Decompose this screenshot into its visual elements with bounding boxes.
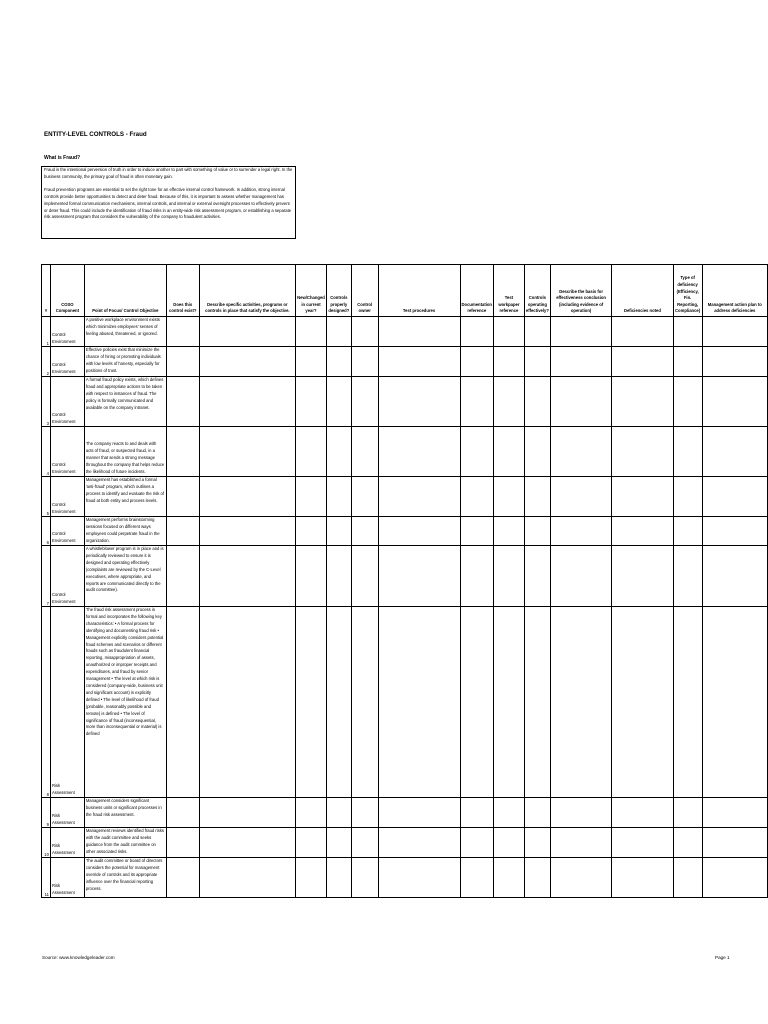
cell-owner[interactable] bbox=[351, 317, 378, 347]
cell-plan[interactable] bbox=[702, 828, 767, 858]
cell-owner[interactable] bbox=[351, 607, 378, 798]
row-objective: Effective policies exist that minimize the chance of hiring or promoting individuals with low levels of honesty, especially for positions of trust. bbox=[84, 347, 166, 377]
cell-describe[interactable] bbox=[199, 798, 296, 828]
cell-describe[interactable] bbox=[199, 377, 296, 427]
cell-workpaper[interactable] bbox=[494, 546, 525, 607]
cell-deficiencies[interactable] bbox=[612, 477, 673, 517]
cell-plan[interactable] bbox=[702, 317, 767, 347]
cell-operating[interactable] bbox=[524, 607, 550, 798]
cell-operating[interactable] bbox=[524, 858, 550, 898]
row-objective: Management performs brainstorming sessions focused on different ways employees could perpetrate fraud in the organization. bbox=[84, 517, 166, 546]
cell-deficiencies[interactable] bbox=[612, 546, 673, 607]
cell-type[interactable] bbox=[673, 377, 702, 427]
cell-new[interactable] bbox=[296, 477, 327, 517]
cell-owner[interactable] bbox=[351, 347, 378, 377]
controls-table bbox=[41, 264, 768, 898]
cell-deficiencies[interactable] bbox=[612, 798, 673, 828]
cell-new[interactable] bbox=[296, 798, 327, 828]
cell-exist[interactable] bbox=[166, 546, 199, 607]
cell-owner[interactable] bbox=[351, 517, 378, 546]
cell-exist[interactable] bbox=[166, 317, 199, 347]
header-new: New/Changed in current year? bbox=[296, 265, 327, 317]
cell-procedures[interactable] bbox=[378, 828, 460, 858]
cell-procedures[interactable] bbox=[378, 477, 460, 517]
header-operating: Controls operating effectively? bbox=[524, 265, 550, 317]
cell-procedures[interactable] bbox=[378, 347, 460, 377]
intro-paragraph-1: Fraud is the intentional perversion of truth in order to induce another to part with something of value or to surrender a legal right. In the business community, the primary goal of fraud is often monetary gain. bbox=[44, 167, 293, 179]
header-num: # bbox=[42, 265, 51, 317]
cell-procedures[interactable] bbox=[378, 517, 460, 546]
cell-basis[interactable] bbox=[550, 377, 611, 427]
cell-designed[interactable] bbox=[326, 517, 351, 546]
cell-designed[interactable] bbox=[326, 347, 351, 377]
cell-docref[interactable] bbox=[460, 317, 493, 347]
table-row bbox=[42, 347, 768, 377]
cell-new[interactable] bbox=[296, 377, 327, 427]
cell-plan[interactable] bbox=[702, 607, 767, 798]
cell-type[interactable] bbox=[673, 828, 702, 858]
cell-basis[interactable] bbox=[550, 317, 611, 347]
cell-type[interactable] bbox=[673, 427, 702, 477]
row-component: Control Environment bbox=[50, 546, 84, 607]
cell-operating[interactable] bbox=[524, 377, 550, 427]
cell-plan[interactable] bbox=[702, 427, 767, 477]
cell-procedures[interactable] bbox=[378, 317, 460, 347]
cell-exist[interactable] bbox=[166, 377, 199, 427]
row-number: 9 bbox=[42, 798, 51, 828]
row-number: 8 bbox=[42, 607, 51, 798]
row-component: Control Environment bbox=[50, 317, 84, 347]
cell-exist[interactable] bbox=[166, 607, 199, 798]
cell-docref[interactable] bbox=[460, 377, 493, 427]
cell-plan[interactable] bbox=[702, 546, 767, 607]
header-workpaper: Test workpaper reference bbox=[494, 265, 525, 317]
row-number: 7 bbox=[42, 546, 51, 607]
cell-workpaper[interactable] bbox=[494, 607, 525, 798]
row-objective: The audit committee or board of directors considers the potential for management override of controls and its appropriate influence over the financial reporting process. bbox=[84, 858, 166, 898]
cell-docref[interactable] bbox=[460, 477, 493, 517]
row-component: Risk Assessment bbox=[50, 828, 84, 858]
cell-plan[interactable] bbox=[702, 517, 767, 546]
cell-operating[interactable] bbox=[524, 546, 550, 607]
footer-source: Source: www.knowledgeleader.com bbox=[42, 955, 115, 960]
cell-owner[interactable] bbox=[351, 477, 378, 517]
table-row bbox=[42, 317, 768, 347]
cell-new[interactable] bbox=[296, 828, 327, 858]
header-docref: Documentation reference bbox=[460, 265, 493, 317]
cell-new[interactable] bbox=[296, 546, 327, 607]
table-row bbox=[42, 517, 768, 546]
cell-designed[interactable] bbox=[326, 317, 351, 347]
cell-designed[interactable] bbox=[326, 798, 351, 828]
cell-procedures[interactable] bbox=[378, 858, 460, 898]
cell-type[interactable] bbox=[673, 347, 702, 377]
row-number: 5 bbox=[42, 477, 51, 517]
row-objective: A whistleblower program is in place and is periodically reviewed to ensure it is designed and operating effectively (complaints are reviewed by the C-Level executives, where appropriate, and reports are communicated directly to the audit committee). bbox=[84, 546, 166, 607]
cell-operating[interactable] bbox=[524, 427, 550, 477]
cell-exist[interactable] bbox=[166, 828, 199, 858]
cell-describe[interactable] bbox=[199, 858, 296, 898]
header-basis: Describe the basis for effectiveness conclusion (including evidence of operation) bbox=[550, 265, 611, 317]
cell-operating[interactable] bbox=[524, 477, 550, 517]
cell-basis[interactable] bbox=[550, 517, 611, 546]
cell-basis[interactable] bbox=[550, 858, 611, 898]
intro-box bbox=[41, 166, 296, 239]
header-owner: Control owner bbox=[351, 265, 378, 317]
cell-docref[interactable] bbox=[460, 798, 493, 828]
cell-owner[interactable] bbox=[351, 858, 378, 898]
cell-procedures[interactable] bbox=[378, 607, 460, 798]
cell-docref[interactable] bbox=[460, 347, 493, 377]
cell-type[interactable] bbox=[673, 517, 702, 546]
cell-owner[interactable] bbox=[351, 828, 378, 858]
cell-describe[interactable] bbox=[199, 828, 296, 858]
cell-operating[interactable] bbox=[524, 798, 550, 828]
cell-basis[interactable] bbox=[550, 828, 611, 858]
header-plan: Management action plan to address deficiencies bbox=[702, 265, 767, 317]
cell-workpaper[interactable] bbox=[494, 517, 525, 546]
cell-designed[interactable] bbox=[326, 828, 351, 858]
cell-exist[interactable] bbox=[166, 858, 199, 898]
cell-exist[interactable] bbox=[166, 517, 199, 546]
row-objective: The fraud risk assessment process is formal and incorporates the following key characteristics: • A formal process for identifying and documenting fraud risk • Management explicitly considers potential fraud schemes and scenarios or different frauds such as fraudulent financial reporting, misappropriation of assets, unauthorized or improper receipts and expenditures, and fraud by senior management • The level at which risk is considered (company-wide, business unit and significant account) is explicitly defined • The level of likelihood of fraud (probable, reasonably possible and remote) is defined • The level of significance of fraud (inconsequential, more than inconsequential or material) is defined bbox=[84, 607, 166, 798]
cell-plan[interactable] bbox=[702, 347, 767, 377]
row-objective: The company reacts to and deals with acts of fraud, or suspected fraud, in a manner that sends a strong message throughout the company that helps reduce the likelihood of future incidents. bbox=[84, 427, 166, 477]
cell-workpaper[interactable] bbox=[494, 427, 525, 477]
cell-plan[interactable] bbox=[702, 858, 767, 898]
table-row bbox=[42, 858, 768, 898]
cell-docref[interactable] bbox=[460, 828, 493, 858]
cell-workpaper[interactable] bbox=[494, 828, 525, 858]
row-component: Risk Assessment bbox=[50, 858, 84, 898]
cell-deficiencies[interactable] bbox=[612, 347, 673, 377]
header-deficiencies: Deficiencies noted bbox=[612, 265, 673, 317]
header-component: COSO Component bbox=[50, 265, 84, 317]
cell-workpaper[interactable] bbox=[494, 347, 525, 377]
cell-new[interactable] bbox=[296, 858, 327, 898]
cell-basis[interactable] bbox=[550, 477, 611, 517]
cell-deficiencies[interactable] bbox=[612, 858, 673, 898]
table-row bbox=[42, 798, 768, 828]
cell-designed[interactable] bbox=[326, 427, 351, 477]
cell-procedures[interactable] bbox=[378, 546, 460, 607]
cell-type[interactable] bbox=[673, 858, 702, 898]
header-exist: Does this control exist? bbox=[166, 265, 199, 317]
cell-describe[interactable] bbox=[199, 607, 296, 798]
table-row bbox=[42, 607, 768, 798]
cell-workpaper[interactable] bbox=[494, 317, 525, 347]
cell-describe[interactable] bbox=[199, 427, 296, 477]
cell-basis[interactable] bbox=[550, 427, 611, 477]
cell-owner[interactable] bbox=[351, 377, 378, 427]
header-row bbox=[42, 265, 768, 317]
row-component: Risk Assessment bbox=[50, 798, 84, 828]
table-row bbox=[42, 546, 768, 607]
row-number: 4 bbox=[42, 427, 51, 477]
cell-designed[interactable] bbox=[326, 607, 351, 798]
cell-operating[interactable] bbox=[524, 828, 550, 858]
cell-exist[interactable] bbox=[166, 798, 199, 828]
cell-designed[interactable] bbox=[326, 546, 351, 607]
cell-owner[interactable] bbox=[351, 798, 378, 828]
cell-type[interactable] bbox=[673, 546, 702, 607]
row-number: 1 bbox=[42, 317, 51, 347]
cell-deficiencies[interactable] bbox=[612, 517, 673, 546]
cell-basis[interactable] bbox=[550, 607, 611, 798]
cell-deficiencies[interactable] bbox=[612, 377, 673, 427]
row-component: Risk Assessment bbox=[50, 607, 84, 798]
cell-operating[interactable] bbox=[524, 317, 550, 347]
cell-deficiencies[interactable] bbox=[612, 607, 673, 798]
cell-workpaper[interactable] bbox=[494, 858, 525, 898]
cell-workpaper[interactable] bbox=[494, 477, 525, 517]
cell-basis[interactable] bbox=[550, 546, 611, 607]
row-number: 11 bbox=[42, 858, 51, 898]
header-type: Type of deficiency (Efficiency, Fin. Reporting, Compliance) bbox=[673, 265, 702, 317]
table-row bbox=[42, 377, 768, 427]
row-component: Control Environment bbox=[50, 347, 84, 377]
cell-new[interactable] bbox=[296, 347, 327, 377]
row-component: Control Environment bbox=[50, 427, 84, 477]
cell-new[interactable] bbox=[296, 517, 327, 546]
row-objective: Management has established a formal 'anti-fraud' program, which outlines a process to identify and evaluate the risk of fraud at both entity and process levels. bbox=[84, 477, 166, 517]
row-objective: A positive workplace environment exists which minimizes employees' senses of feeling abused, threatened, or ignored. bbox=[84, 317, 166, 347]
cell-docref[interactable] bbox=[460, 427, 493, 477]
row-objective: Management considers significant business units or significant processes in the fraud risk assessment. bbox=[84, 798, 166, 828]
cell-docref[interactable] bbox=[460, 607, 493, 798]
cell-procedures[interactable] bbox=[378, 377, 460, 427]
cell-designed[interactable] bbox=[326, 377, 351, 427]
cell-type[interactable] bbox=[673, 798, 702, 828]
cell-plan[interactable] bbox=[702, 477, 767, 517]
cell-type[interactable] bbox=[673, 607, 702, 798]
cell-owner[interactable] bbox=[351, 427, 378, 477]
cell-exist[interactable] bbox=[166, 427, 199, 477]
cell-new[interactable] bbox=[296, 607, 327, 798]
cell-type[interactable] bbox=[673, 477, 702, 517]
cell-exist[interactable] bbox=[166, 347, 199, 377]
cell-procedures[interactable] bbox=[378, 427, 460, 477]
intro-paragraph-2: Fraud prevention programs are essential to set the right tone for an effective internal control framework. In addition, strong internal controls provide better opportunities to detect and deter fraud. Because of this, it is important to assess whether management has implemented formal communication mechanisms, internal controls, and internal or external oversight processes to effectively prevent or deter fraud. This could include the identification of fraud risks in an entity-wide risk assessment program, or establishing a separate risk assessment program that considers the vulnerability of the company to fraudulent activities. bbox=[44, 186, 292, 220]
what-is-fraud-heading: What is Fraud? bbox=[44, 155, 81, 161]
cell-owner[interactable] bbox=[351, 546, 378, 607]
cell-operating[interactable] bbox=[524, 517, 550, 546]
table-row bbox=[42, 828, 768, 858]
table-row bbox=[42, 477, 768, 517]
cell-docref[interactable] bbox=[460, 517, 493, 546]
cell-plan[interactable] bbox=[702, 377, 767, 427]
cell-docref[interactable] bbox=[460, 546, 493, 607]
cell-deficiencies[interactable] bbox=[612, 828, 673, 858]
cell-deficiencies[interactable] bbox=[612, 427, 673, 477]
cell-describe[interactable] bbox=[199, 477, 296, 517]
cell-docref[interactable] bbox=[460, 858, 493, 898]
page-title: ENTITY-LEVEL CONTROLS - Fraud bbox=[44, 131, 147, 138]
cell-procedures[interactable] bbox=[378, 798, 460, 828]
table-row bbox=[42, 427, 768, 477]
header-procedures: Test procedures bbox=[378, 265, 460, 317]
cell-designed[interactable] bbox=[326, 477, 351, 517]
cell-type[interactable] bbox=[673, 317, 702, 347]
cell-workpaper[interactable] bbox=[494, 377, 525, 427]
cell-exist[interactable] bbox=[166, 477, 199, 517]
cell-workpaper[interactable] bbox=[494, 798, 525, 828]
cell-new[interactable] bbox=[296, 317, 327, 347]
cell-operating[interactable] bbox=[524, 347, 550, 377]
cell-describe[interactable] bbox=[199, 546, 296, 607]
row-number: 10 bbox=[42, 828, 51, 858]
cell-new[interactable] bbox=[296, 427, 327, 477]
row-number: 2 bbox=[42, 347, 51, 377]
row-number: 3 bbox=[42, 377, 51, 427]
cell-deficiencies[interactable] bbox=[612, 317, 673, 347]
header-objective: Point of Focus/ Control Objective bbox=[84, 265, 166, 317]
row-component: Control Environment bbox=[50, 477, 84, 517]
header-describe: Describe specific activities, programs or controls in place that satisfy the objective. bbox=[199, 265, 296, 317]
row-component: Control Environment bbox=[50, 517, 84, 546]
cell-describe[interactable] bbox=[199, 317, 296, 347]
header-designed: Controls properly designed? bbox=[326, 265, 351, 317]
cell-designed[interactable] bbox=[326, 858, 351, 898]
cell-basis[interactable] bbox=[550, 347, 611, 377]
row-objective: A formal fraud policy exists, which defines fraud and appropriate actions to be taken with respect to instances of fraud. The policy is formally communicated and available on the company intranet. bbox=[84, 377, 166, 427]
cell-describe[interactable] bbox=[199, 347, 296, 377]
row-number: 6 bbox=[42, 517, 51, 546]
row-component: Control Environment bbox=[50, 377, 84, 427]
footer-page-number: Page 1 bbox=[715, 955, 730, 960]
cell-describe[interactable] bbox=[199, 517, 296, 546]
cell-basis[interactable] bbox=[550, 798, 611, 828]
cell-plan[interactable] bbox=[702, 798, 767, 828]
row-objective: Management reviews identified fraud risks with the audit committee and seeks guidance from the audit committee on other associated risks. bbox=[84, 828, 166, 858]
